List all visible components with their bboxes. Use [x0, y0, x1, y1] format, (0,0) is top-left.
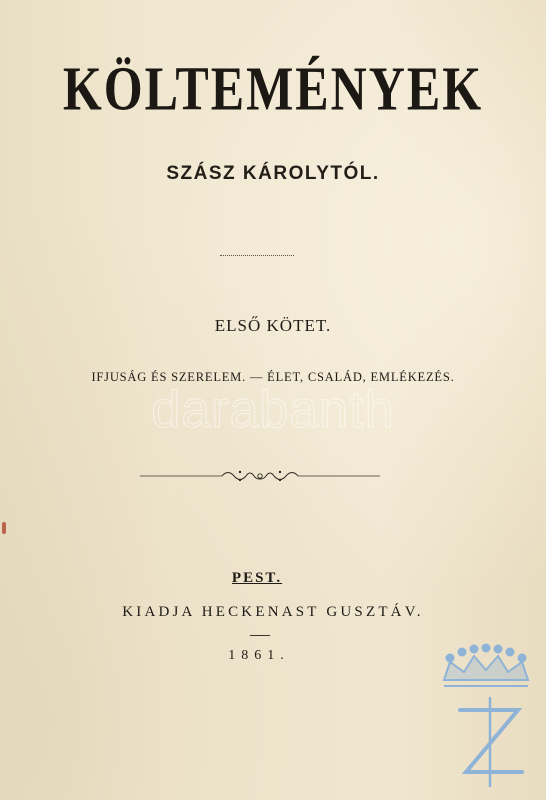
publisher-line: KIADJA HECKENAST GUSZTÁV.	[122, 604, 424, 620]
author-line: SZÁSZ KÁROLYTÓL.	[166, 163, 380, 184]
ornamental-divider	[140, 466, 380, 486]
contents-line: IFJUSÁG ÉS SZERELEM. — ÉLET, CSALÁD, EMLÉKEZÉS.	[91, 370, 455, 384]
dotted-divider	[220, 255, 294, 256]
short-divider	[250, 635, 270, 636]
monogram-icon	[460, 698, 522, 786]
book-title: KÖLTEMÉNYEK	[62, 53, 484, 124]
watermark-text: darabanth	[151, 381, 395, 439]
red-mark	[2, 522, 6, 534]
publication-city: PEST.	[231, 570, 283, 586]
crown-icon	[444, 645, 528, 687]
crown-monogram-stamp	[436, 640, 536, 790]
volume-label: ELSŐ KÖTET.	[214, 316, 332, 335]
publication-year: 1861.	[228, 648, 290, 663]
